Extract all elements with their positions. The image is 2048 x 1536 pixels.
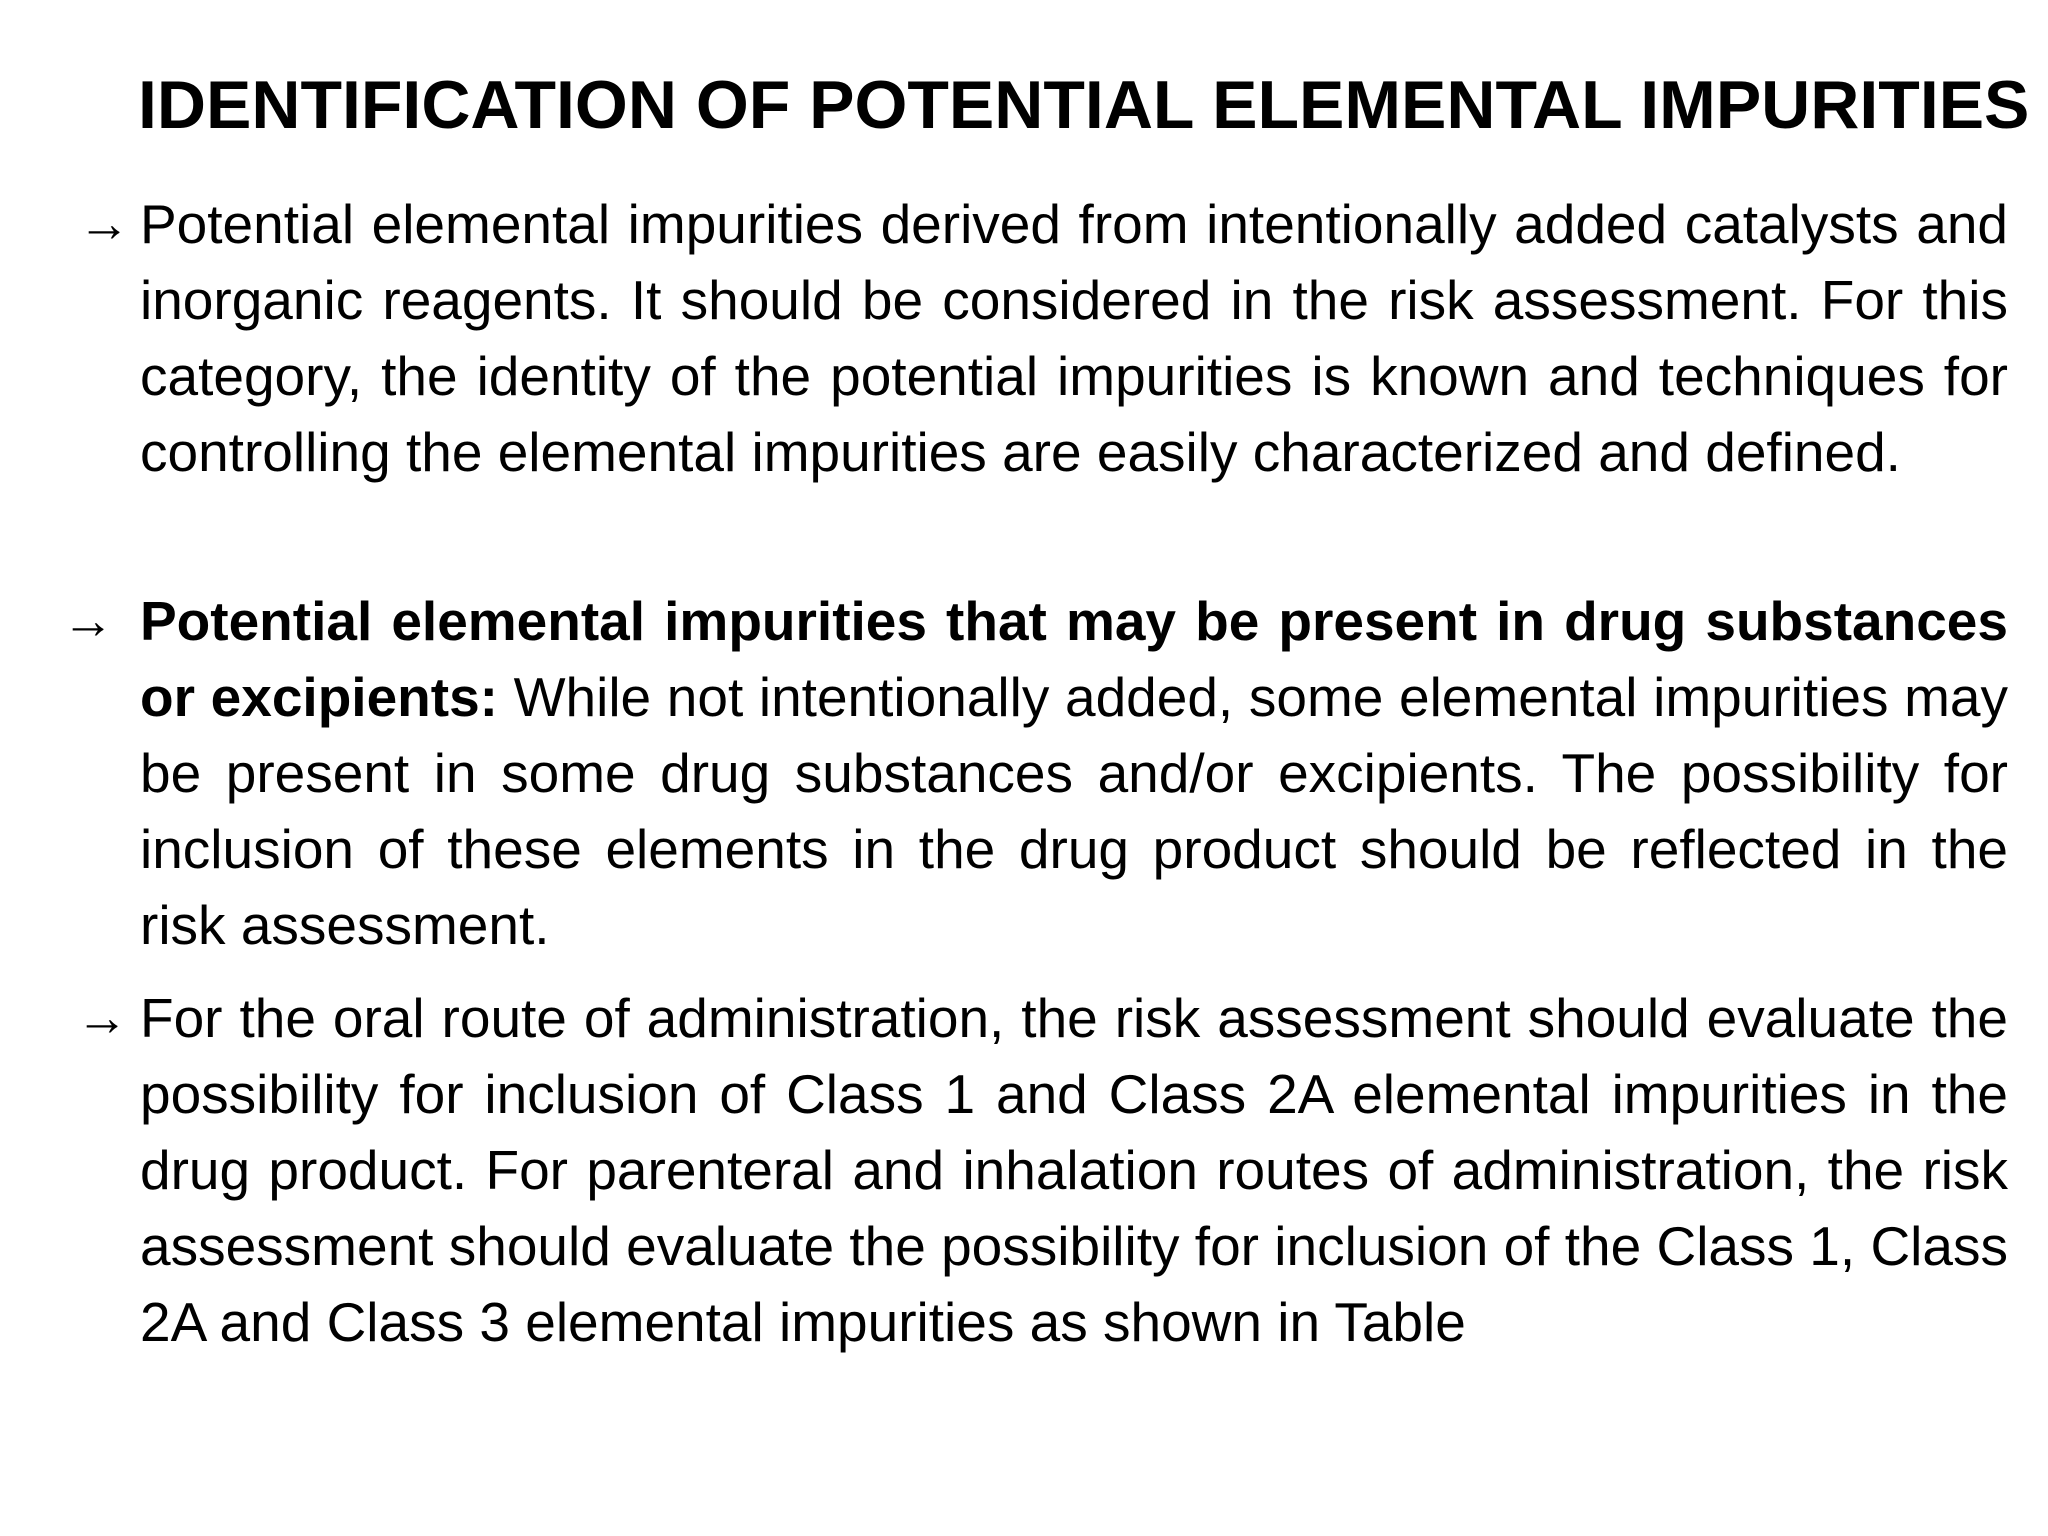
arrow-right-icon: → xyxy=(76,989,128,1047)
bullet-text: While not intentionally added, some elemental impurities may be present in some drug substances and/or excipients. The possibility for inclusion of these elements in the drug product should be reflected in the risk assessment. xyxy=(140,666,2008,956)
arrow-right-icon: → xyxy=(78,195,130,253)
bullet-drug-substances xyxy=(140,583,2008,963)
bullet-routes xyxy=(140,980,2008,1360)
bullet-text: For the oral route of administration, the risk assessment should evaluate the possibility for inclusion of Class 1 and Class 2A elemental impurities in the drug product. For parenteral and inhalation routes of administration, the risk assessment should evaluate the possibility for inclusion of the Class 1, Class 2A and Class 3 elemental impurities as shown in Table xyxy=(140,987,2008,1353)
bullet-catalysts xyxy=(140,186,2008,490)
arrow-right-icon: → xyxy=(62,592,114,650)
bullet-text: Potential elemental impurities derived from intentionally added catalysts and inorganic reagents. It should be considered in the risk assessment. For this category, the identity of the potential impurities is known and techniques for controlling the elemental impurities are easily characterized and defined. xyxy=(140,193,2008,483)
slide-title: IDENTIFICATION OF POTENTIAL ELEMENTAL IMPURITIES xyxy=(138,67,2030,143)
bullet-lead: Potential elemental impurities that may be present in drug substances or excipients: xyxy=(140,590,2008,728)
